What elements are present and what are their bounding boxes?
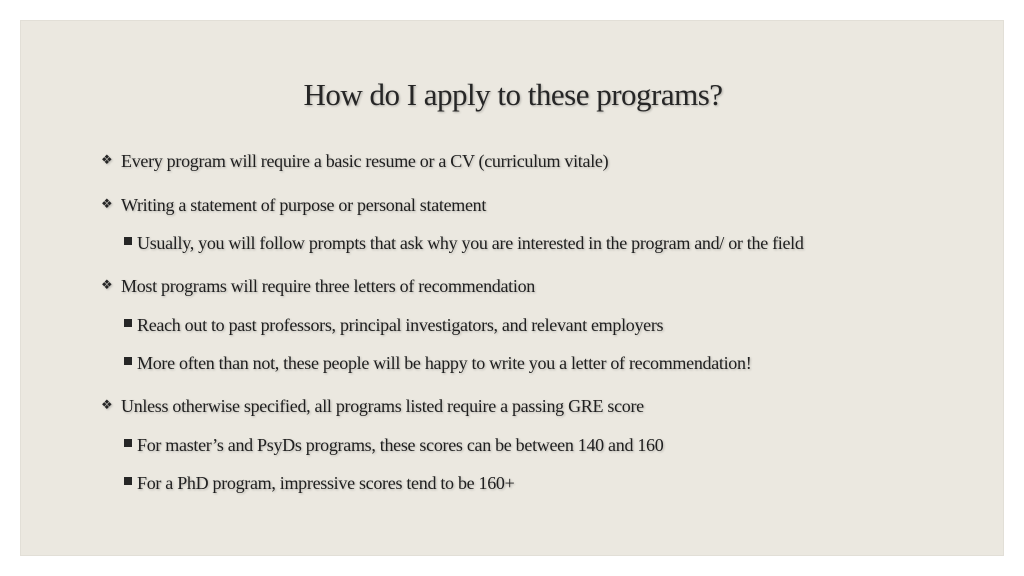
bullet-text: More often than not, these people will be happy to write you a letter of recommendation! — [137, 353, 752, 373]
square-bullet-icon — [124, 319, 132, 327]
bullet-text: Usually, you will follow prompts that ask why you are interested in the program and/ or the field — [137, 233, 804, 253]
slide-title: How do I apply to these programs? — [303, 77, 723, 112]
bullet-item — [101, 151, 608, 172]
bullet-item — [101, 396, 644, 417]
bullet-text: Reach out to past professors, principal investigators, and relevant employers — [137, 315, 664, 335]
square-bullet-icon — [124, 439, 132, 447]
bullet-item — [101, 276, 535, 297]
bullet-list — [21, 21, 1005, 557]
sub-bullet-item — [124, 315, 663, 336]
sub-bullet-item — [124, 473, 514, 494]
bullet-text: Writing a statement of purpose or personal statement — [121, 195, 487, 215]
bullet-item — [101, 195, 486, 216]
slide — [20, 20, 1004, 556]
four-diamond-icon: ❖ — [101, 397, 113, 412]
bullet-text: For a PhD program, impressive scores tend to be 160+ — [137, 473, 515, 493]
square-bullet-icon — [124, 357, 132, 365]
bullet-text: Most programs will require three letters of recommendation — [121, 276, 535, 296]
bullet-text: For master’s and PsyDs programs, these scores can be between 140 and 160 — [137, 435, 664, 455]
four-diamond-icon: ❖ — [101, 152, 113, 167]
bullet-text: Unless otherwise specified, all programs listed require a passing GRE score — [121, 396, 644, 416]
four-diamond-icon: ❖ — [101, 196, 113, 211]
square-bullet-icon — [124, 477, 132, 485]
sub-bullet-item — [124, 233, 804, 254]
four-diamond-icon: ❖ — [101, 277, 113, 292]
bullet-text: Every program will require a basic resume or a CV (curriculum vitale) — [121, 151, 609, 171]
sub-bullet-item — [124, 353, 751, 374]
sub-bullet-item — [124, 435, 663, 456]
square-bullet-icon — [124, 237, 132, 245]
